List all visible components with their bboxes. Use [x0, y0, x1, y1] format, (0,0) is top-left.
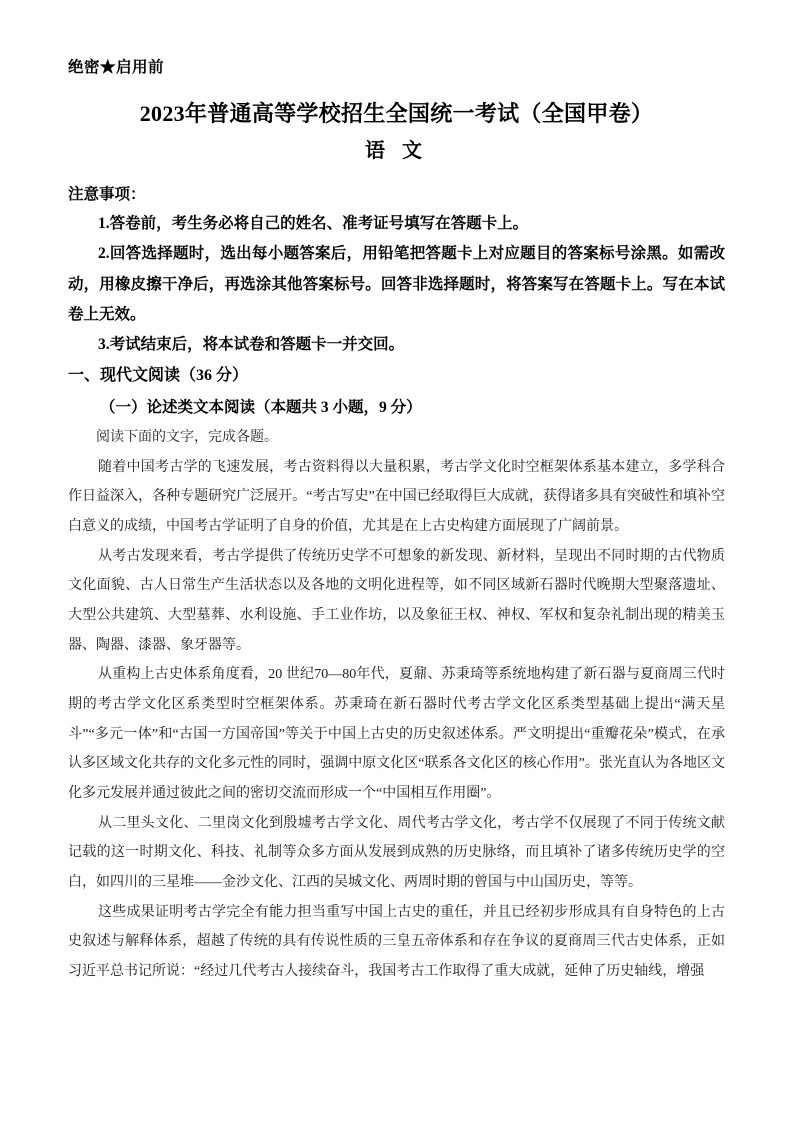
sub-section-heading-argumentative-text: （一）论述类文本阅读（本题共 3 小题，9 分）: [100, 399, 422, 417]
body-paragraph: 从重构上古史体系角度看，20 世纪70—80年代，夏鼐、苏秉琦等系统地构建了新石器与夏商周三代时期的考古学文化区系类型时空框架体系。苏秉琦在新石器时代考古学文化区系类型基础上提出“满天星斗”“多元一体”和“古国一方国帝国”等关于中国上古史的历史叙述体系。严文明提出“重瓣花朵”模式，在承认多区域文化共存的文化多元性的同时，强调中原文化区“联系各文化区的核心作用”。张光直认为各地区文化多元发展并通过彼此之间的密切交流而形成一个“中国相互作用圈”。: [68, 667, 725, 802]
notice-item: 1.答卷前，考生务必将自己的姓名、准考证号填写在答题卡上。: [98, 215, 529, 233]
secrecy-notice: 绝密★启用前: [68, 59, 165, 76]
body-paragraph: 随着中国考古学的飞速发展，考古资料得以大量积累，考古学文化时空框架体系基本建立，多学科合作日益深入，各种专题研究广泛展开。“考古写史”在中国已经取得巨大成就，获得诸多具有突破性和填补空白意义的成绩，中国考古学证明了自身的价值，尤其是在上古史构建方面展现了广阔前景。: [68, 459, 725, 535]
reading-instruction: 阅读下面的文字，完成各题。: [96, 430, 278, 446]
body-paragraph: 这些成果证明考古学完全有能力担当重写中国上古史的重任，并且已经初步形成具有自身特色的上古史叙述与解释体系，超越了传统的具有传说性质的三皇五帝体系和存在争议的夏商周三代古史体系，正如习近平总书记所说：“经过几代考古人接续奋斗，我国考古工作取得了重大成就，延伸了历史轴线，增强: [68, 904, 725, 980]
subject-title: 语 文: [365, 139, 428, 162]
section-heading-modern-reading: 一、现代文阅读（36 分）: [68, 367, 249, 385]
body-paragraph: 从考古发现来看，考古学提供了传统历史学不可想象的新发现、新材料，呈现出不同时期的古代物质文化面貌、古人日常生产生活状态以及各地的文明化进程等，如不同区域新石器时代晚期大型聚落遗址、大型公共建筑、大型墓葬、水利设施、手工业作坊，以及象征王权、神权、军权和复杂礼制出现的精美玉器、陶器、漆器、象牙器等。: [68, 548, 725, 653]
page-title: 2023年普通高等学校招生全国统一考试（全国甲卷）: [139, 100, 654, 126]
notice-item: 2.回答选择题时，选出每小题答案后，用铅笔把答题卡上对应题目的答案标号涂黑。如需改动，用橡皮擦干净后，再选涂其他答案标号。回答非选择题时，将答案写在答题卡上。写在本试卷上无效。: [68, 245, 725, 323]
notice-item: 3.考试结束后，将本试卷和答题卡一并交回。: [98, 336, 405, 354]
notice-heading: 注意事项：: [68, 185, 146, 203]
body-paragraph: 从二里头文化、二里岗文化到殷墟考古学文化、周代考古学文化，考古学不仅展现了不同于传统文献记载的这一时期文化、科技、礼制等众多方面从发展到成熟的历史脉络，而且填补了诸多传统历史学的空白，如四川的三星堆——金沙文化、江西的吴城文化、两周时期的曾国与中山国历史，等等。: [68, 815, 725, 891]
